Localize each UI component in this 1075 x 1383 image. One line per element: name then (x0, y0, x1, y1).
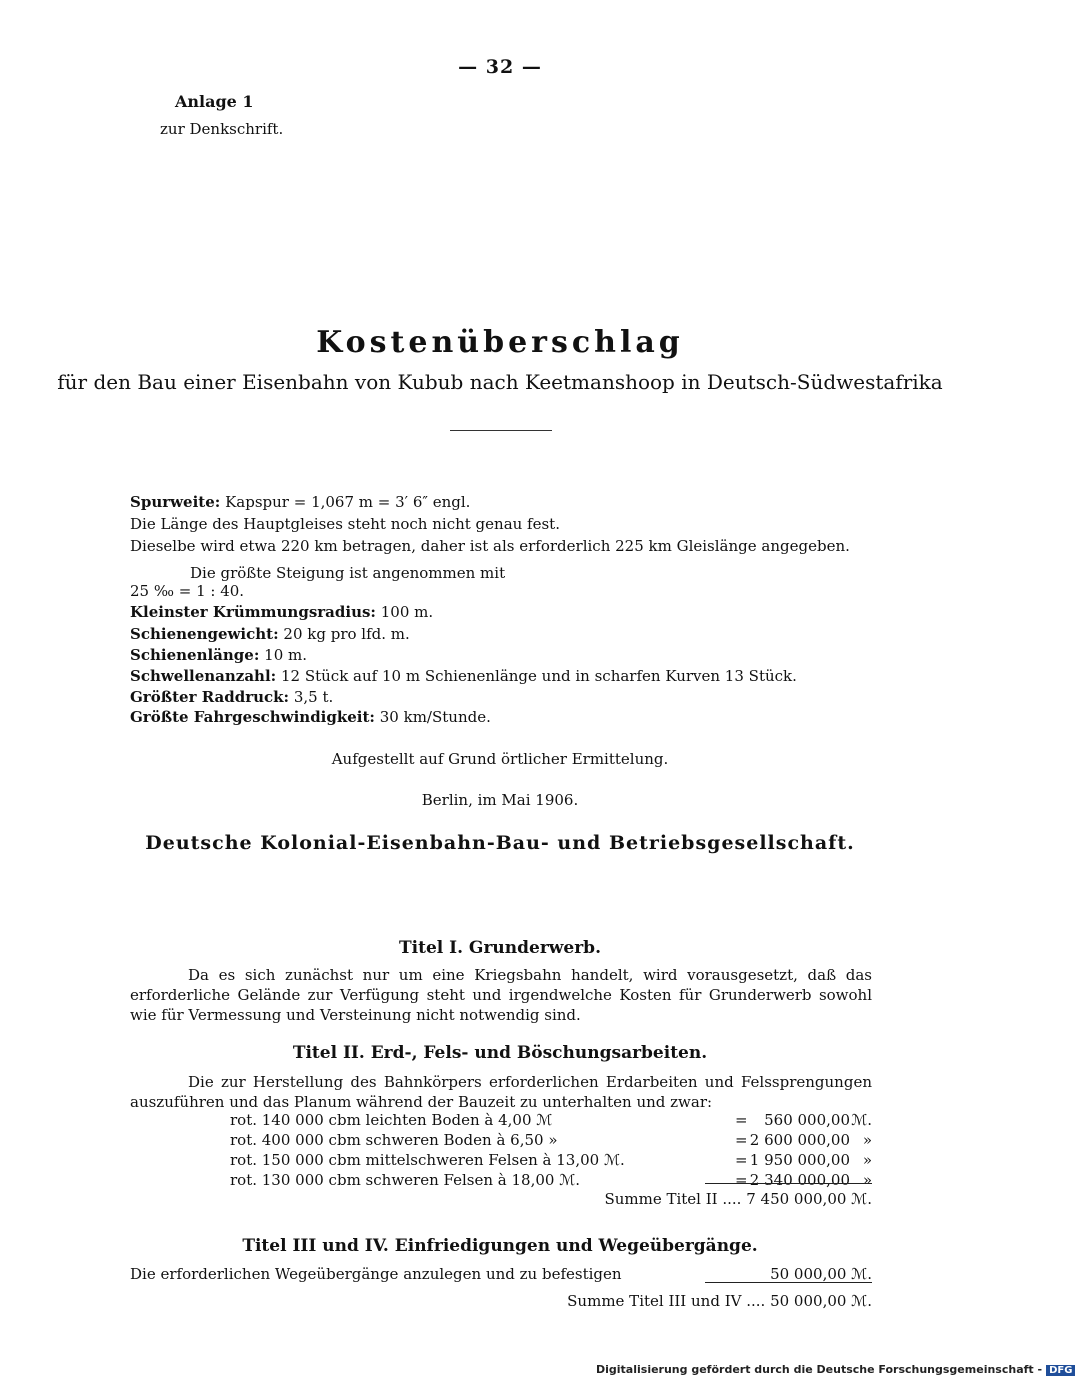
spec-gauge (130, 493, 470, 511)
cost-row-desc: rot. 400 000 cbm schweren Boden à 6,50 » (230, 1131, 558, 1149)
section-i-text: Da es sich zunächst nur um eine Kriegsbahn handelt, wird vorausgesetzt, daß das erforderliche Gelände zur Verfügung steht und irgendwelche Kosten für Grunderwerb sowohl wie für Vermessung und Versteinung nicht notwendig sind. (130, 966, 872, 1024)
cost-row (230, 1151, 872, 1171)
spec-value: 10 m. (264, 646, 308, 664)
spec-value: Kapspur = 1,067 m = 3′ 6″ engl. (225, 493, 471, 511)
spec-value: 30 km/Stunde. (379, 708, 491, 726)
cost-row-equals: = (735, 1111, 748, 1129)
cost-row-currency: » (862, 1151, 872, 1169)
cost-row-currency: » (862, 1171, 872, 1189)
sum-label: Summe Titel III und IV .... (567, 1292, 766, 1310)
line-amount: 50 000,00 ℳ. (770, 1265, 872, 1283)
spec-label: Spurweite: (130, 493, 221, 511)
spec-label: Kleinster Krümmungsradius: (130, 603, 376, 621)
spec-wheel-load (130, 688, 333, 706)
annex-subtitle: zur Denkschrift. (160, 120, 284, 138)
title-divider (450, 430, 552, 431)
cost-row-desc: rot. 130 000 cbm schweren Felsen à 18,00 ℳ. (230, 1171, 581, 1189)
cost-row-desc: rot. 150 000 cbm mittelschweren Felsen à 13,00 ℳ. (230, 1151, 625, 1169)
cost-row-desc: rot. 140 000 cbm leichten Boden à 4,00 ℳ (230, 1111, 553, 1129)
cost-row (230, 1111, 872, 1131)
spec-label: Schienenlänge: (130, 646, 260, 664)
funding-note (596, 1363, 1075, 1376)
sum-title-iii-iv (567, 1292, 872, 1310)
annex-label: Anlage 1 (175, 92, 254, 111)
spec-line: Die Länge des Hauptgleises steht noch nicht genau fest. (130, 515, 560, 533)
spec-label: Schienengewicht: (130, 625, 279, 643)
spec-rail-length (130, 646, 307, 664)
section-title-ii: Titel II. Erd-, Fels- und Böschungsarbeiten. (292, 1043, 708, 1063)
sum-rule (705, 1183, 872, 1184)
cost-row-amount: 2 600 000,00 (749, 1131, 850, 1149)
cost-row-equals: = (735, 1131, 748, 1149)
spec-line: 25 ‰ = 1 : 40. (130, 582, 245, 600)
document-title: Kostenüberschlag (316, 325, 684, 360)
spec-value: 20 kg pro lfd. m. (283, 625, 410, 643)
cost-row-amount: 1 950 000,00 (749, 1151, 850, 1169)
cost-row-equals: = (735, 1151, 748, 1169)
cost-row-amount: 2 340 000,00 (749, 1171, 850, 1189)
sum-value: 7 450 000,00 ℳ. (746, 1190, 872, 1208)
spec-value: 3,5 t. (293, 688, 334, 706)
line-text: Die erforderlichen Wegeübergänge anzulegen und zu befestigen (130, 1265, 622, 1283)
spec-label: Schwellenanzahl: (130, 667, 277, 685)
cost-row-equals: = (735, 1171, 748, 1189)
dfg-logo: DFG (1046, 1365, 1075, 1376)
sum-value: 50 000,00 ℳ. (770, 1292, 872, 1310)
spec-line: Die größte Steigung ist angenommen mit (190, 564, 506, 582)
cost-row (230, 1131, 872, 1151)
place-date: Berlin, im Mai 1906. (421, 791, 579, 809)
cost-row (230, 1171, 872, 1191)
sum-rule (705, 1282, 872, 1283)
company-name: Deutsche Kolonial-Eisenbahn-Bau- und Betriebsgesellschaft. (145, 832, 855, 854)
spec-line: Dieselbe wird etwa 220 km betragen, daher ist als erforderlich 225 km Gleislänge angegeben. (130, 537, 850, 555)
cost-row-currency: ℳ. (851, 1111, 872, 1129)
spec-value: 12 Stück auf 10 m Schienenlänge und in scharfen Kurven 13 Stück. (280, 667, 797, 685)
basis-note: Aufgestellt auf Grund örtlicher Ermittelung. (331, 750, 669, 768)
page-number: — 32 — (458, 56, 542, 78)
spec-label: Größte Fahrgeschwindigkeit: (130, 708, 375, 726)
spec-rail-weight (130, 625, 410, 643)
spec-radius (130, 603, 433, 621)
cost-row-amount: 560 000,00 (764, 1111, 850, 1129)
spec-label: Größter Raddruck: (130, 688, 290, 706)
sum-label: Summe Titel II .... (604, 1190, 742, 1208)
document-subtitle: für den Bau einer Eisenbahn von Kubub nach Keetmanshoop in Deutsch-Südwestafrika (57, 370, 943, 394)
section-title-iii-iv: Titel III und IV. Einfriedigungen und Wegeübergänge. (242, 1236, 758, 1256)
funding-text: Digitalisierung gefördert durch die Deutsche Forschungsgemeinschaft - (596, 1363, 1043, 1376)
spec-sleepers (130, 667, 797, 685)
cost-row-currency: » (862, 1131, 872, 1149)
section-ii-text: Die zur Herstellung des Bahnkörpers erforderlichen Erdarbeiten und Felssprengungen auszuführen und das Planum während der Bauzeit zu unterhalten und zwar: (130, 1073, 872, 1111)
spec-value: 100 m. (380, 603, 434, 621)
section-title-i: Titel I. Grunderwerb. (398, 938, 601, 958)
spec-speed (130, 708, 491, 726)
sum-title-ii (604, 1190, 872, 1208)
